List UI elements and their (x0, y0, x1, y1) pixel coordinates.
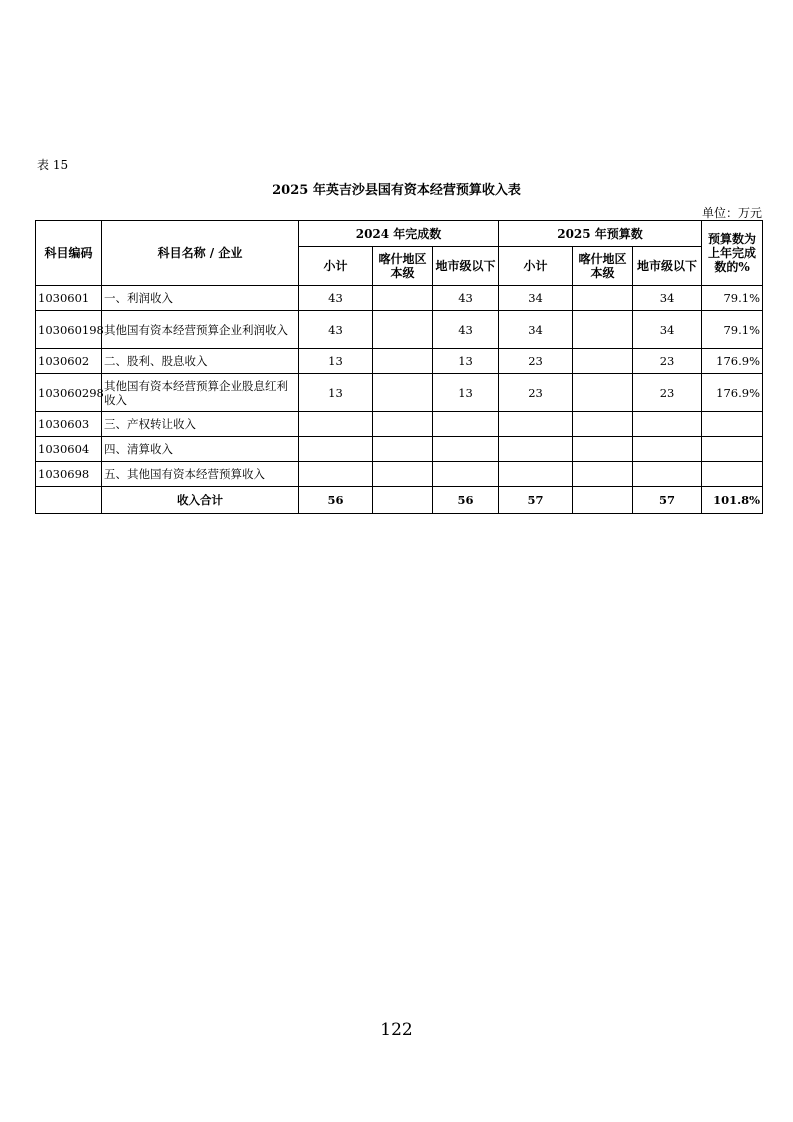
cell-2025-subtotal: 34 (499, 286, 573, 311)
cell-2025-kashgar (573, 462, 633, 487)
table-row (36, 412, 763, 437)
total-2024-city: 56 (433, 487, 499, 514)
revenue-table (35, 220, 763, 514)
cell-2024-kashgar (373, 437, 433, 462)
cell-2024-subtotal: 13 (299, 374, 373, 412)
cell-2024-city: 13 (433, 374, 499, 412)
cell-name: 二、股利、股息收入 (102, 349, 299, 374)
cell-code: 1030601 (36, 286, 102, 311)
cell-2024-city: 13 (433, 349, 499, 374)
cell-2025-kashgar (573, 412, 633, 437)
cell-2025-city: 34 (633, 286, 702, 311)
cell-ratio: 79.1% (702, 286, 763, 311)
cell-2024-subtotal: 43 (299, 311, 373, 349)
header-2024-subtotal: 小计 (299, 247, 373, 286)
cell-2024-kashgar (373, 462, 433, 487)
cell-2025-kashgar (573, 311, 633, 349)
cell-2025-kashgar (573, 286, 633, 311)
cell-2025-subtotal (499, 462, 573, 487)
cell-2025-subtotal: 34 (499, 311, 573, 349)
cell-name: 三、产权转让收入 (102, 412, 299, 437)
cell-code (36, 487, 102, 514)
cell-2024-city (433, 412, 499, 437)
cell-ratio: 176.9% (702, 374, 763, 412)
header-group-2025: 2025 年预算数 (499, 221, 702, 247)
cell-2024-subtotal: 43 (299, 286, 373, 311)
cell-name: 其他国有资本经营预算企业利润收入 (102, 311, 299, 349)
cell-2025-kashgar (573, 349, 633, 374)
cell-ratio (702, 437, 763, 462)
header-ratio: 预算数为上年完成数的% (702, 221, 763, 286)
cell-2024-city: 43 (433, 311, 499, 349)
cell-2024-subtotal (299, 437, 373, 462)
cell-ratio (702, 462, 763, 487)
table-number: 表 15 (37, 158, 69, 172)
cell-ratio (702, 412, 763, 437)
cell-code: 1030604 (36, 437, 102, 462)
cell-2024-kashgar (373, 286, 433, 311)
total-row (36, 487, 763, 514)
cell-ratio: 79.1% (702, 311, 763, 349)
cell-2024-city (433, 437, 499, 462)
cell-code: 1030602 (36, 349, 102, 374)
header-row-top (36, 221, 763, 247)
cell-2024-kashgar (373, 374, 433, 412)
cell-2024-city: 43 (433, 286, 499, 311)
unit-label: 单位：万元 (701, 206, 762, 220)
cell-2024-kashgar (373, 311, 433, 349)
cell-2024-kashgar (373, 349, 433, 374)
header-name: 科目名称 / 企业 (102, 221, 299, 286)
header-2024-kashgar: 喀什地区本级 (373, 247, 433, 286)
cell-code: 103060198 (36, 311, 102, 349)
header-2024-city: 地市级以下 (433, 247, 499, 286)
cell-2024-city (433, 462, 499, 487)
total-2025-city: 57 (633, 487, 702, 514)
cell-code: 1030698 (36, 462, 102, 487)
total-ratio: 101.8% (702, 487, 763, 514)
cell-name: 四、清算收入 (102, 437, 299, 462)
table-row (36, 374, 763, 412)
header-2025-kashgar: 喀什地区本级 (573, 247, 633, 286)
cell-code: 1030603 (36, 412, 102, 437)
header-2025-city: 地市级以下 (633, 247, 702, 286)
cell-2024-subtotal: 13 (299, 349, 373, 374)
table-row (36, 286, 763, 311)
table-row (36, 437, 763, 462)
cell-2024-kashgar (373, 412, 433, 437)
cell-2025-city: 23 (633, 349, 702, 374)
header-2025-subtotal: 小计 (499, 247, 573, 286)
table-row (36, 462, 763, 487)
total-2024-kashgar (373, 487, 433, 514)
cell-2024-subtotal (299, 412, 373, 437)
total-label: 收入合计 (102, 487, 299, 514)
cell-2025-subtotal (499, 412, 573, 437)
cell-name: 一、利润收入 (102, 286, 299, 311)
cell-name: 五、其他国有资本经营预算收入 (102, 462, 299, 487)
cell-2025-subtotal (499, 437, 573, 462)
cell-name: 其他国有资本经营预算企业股息红利收入 (102, 374, 299, 412)
cell-2025-kashgar (573, 437, 633, 462)
cell-2025-subtotal: 23 (499, 349, 573, 374)
cell-ratio: 176.9% (702, 349, 763, 374)
cell-2025-city: 23 (633, 374, 702, 412)
total-2024-subtotal: 56 (299, 487, 373, 514)
table-row (36, 311, 763, 349)
table-title: 2025 年英吉沙县国有资本经营预算收入表 (272, 183, 521, 198)
page-number: 122 (380, 1020, 413, 1040)
cell-2025-city (633, 462, 702, 487)
header-code: 科目编码 (36, 221, 102, 286)
total-2025-subtotal: 57 (499, 487, 573, 514)
cell-2025-city (633, 437, 702, 462)
table-row (36, 349, 763, 374)
total-2025-kashgar (573, 487, 633, 514)
cell-2025-city: 34 (633, 311, 702, 349)
cell-2025-subtotal: 23 (499, 374, 573, 412)
cell-2025-city (633, 412, 702, 437)
cell-code: 103060298 (36, 374, 102, 412)
header-group-2024: 2024 年完成数 (299, 221, 499, 247)
cell-2025-kashgar (573, 374, 633, 412)
cell-2024-subtotal (299, 462, 373, 487)
